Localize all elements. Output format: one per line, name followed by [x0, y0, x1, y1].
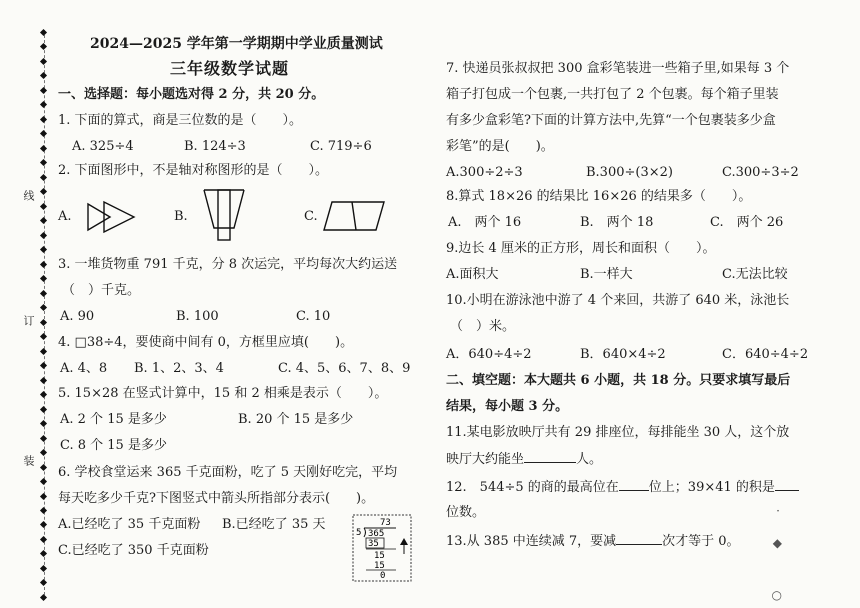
- q13-line: [446, 532, 740, 550]
- q5-stem: 5. 15×28 在竖式计算中，15 和 2 相乘是表示（ ）。: [58, 386, 388, 401]
- scan-speck: ◆: [772, 536, 782, 550]
- q10-option-a: A．640÷4÷2: [446, 347, 532, 362]
- q1-stem: 1. 下面的算式，商是三位数的是（ ）。: [58, 113, 303, 128]
- q11-line2: [446, 450, 602, 468]
- q7-option-b: B.300÷(3×2): [586, 165, 673, 180]
- q12-answer-blank-2[interactable]: [775, 478, 799, 491]
- q4-stem: 4. □38÷4，要使商中间有 0，方框里应填( )。: [58, 335, 354, 350]
- q7-line4: 彩笔”的是( )。: [446, 139, 554, 154]
- q4-option-c: C. 4、5、6、7、8、9: [278, 361, 411, 376]
- long-division-figure: [352, 514, 412, 582]
- q6-option-a: A.已经吃了 35 千克面粉: [58, 517, 201, 532]
- q8-stem: 8.算式 18×26 的结果比 16×26 的结果多（ ）。: [446, 189, 752, 204]
- q7-line1: 7. 快递员张叔叔把 300 盒彩笔装进一些箱子里,如果每 3 个: [446, 61, 790, 76]
- q12-answer-blank-1[interactable]: [619, 478, 649, 491]
- section1-heading: 一、选择题：每小题选对得 2 分，共 20 分。: [58, 87, 325, 102]
- division-quotient: 73: [380, 518, 391, 528]
- q10-stem: 10.小明在游泳池中游了 4 个来回，共游了 640 米，泳池长: [446, 293, 790, 308]
- scan-speck: ○: [771, 588, 782, 602]
- q2-stem: 2. 下面图形中，不是轴对称图形的是（ ）。: [58, 163, 329, 178]
- q11-text-a: 映厅大约能坐: [446, 452, 525, 467]
- q7-option-a: A.300÷2÷3: [446, 165, 523, 180]
- q1-option-a: A. 325÷4: [72, 139, 134, 154]
- q11-answer-blank[interactable]: [524, 450, 576, 463]
- exam-title: 2024—2025 学年第一学期期中学业质量测试: [90, 36, 383, 52]
- q13-text-b: 次才等于 0。: [662, 534, 740, 549]
- q12-line2: 位数。: [446, 505, 486, 520]
- section2-heading-cont: 结果，每小题 3 分。: [446, 399, 569, 414]
- q11-text-b: 人。: [576, 452, 603, 467]
- q6-stem: 6. 学校食堂运来 365 千克面粉，吃了 5 天刚好吃完，平均: [58, 465, 398, 480]
- q6-option-b: B.已经吃了 35 天: [222, 517, 326, 532]
- q3-stem-cont: （ ）千克。: [62, 283, 141, 298]
- parallelogram-figure: [322, 198, 388, 234]
- binding-label-bind: 装: [22, 455, 35, 468]
- q5-option-a: A. 2 个 15 是多少: [60, 412, 167, 427]
- q5-option-c: C. 8 个 15 是多少: [60, 438, 167, 453]
- q10-stem-cont: （ ）米。: [450, 319, 516, 334]
- banner-figure: [200, 184, 248, 242]
- q1-option-c: C. 719÷6: [310, 139, 372, 154]
- q6-option-c: C.已经吃了 350 千克面粉: [58, 543, 209, 558]
- scan-speck: ·: [776, 504, 780, 518]
- q3-option-c: C. 10: [296, 309, 331, 324]
- binding-margin: [14, 30, 45, 600]
- q7-line2: 箱子打包成一个包裹,一共打包了 2 个包裹。每个箱子里装: [446, 87, 779, 102]
- q9-option-b: B.一样大: [580, 267, 633, 282]
- q2-option-c: C.: [304, 209, 318, 224]
- q13-answer-blank[interactable]: [616, 532, 662, 545]
- binding-label-order: 订: [22, 315, 35, 328]
- q7-option-c: C.300÷3÷2: [722, 165, 799, 180]
- q2-option-a: A.: [58, 209, 72, 224]
- q12-text-a: 12. 544÷5 的商的最高位在: [446, 480, 619, 495]
- q7-line3: 有多少盒彩笔?下面的计算方法中,先算“一个包裹装多少盒: [446, 113, 776, 128]
- division-dividend: 365: [368, 529, 385, 539]
- q9-option-a: A.面积大: [446, 267, 499, 282]
- division-step3: 15: [374, 561, 385, 571]
- division-divisor: 5: [356, 528, 362, 538]
- q8-option-a: A. 两个 16: [448, 215, 522, 230]
- q9-option-c: C.无法比较: [722, 267, 788, 282]
- double-arrow-figure: [86, 196, 138, 236]
- q3-option-a: A. 90: [60, 309, 95, 324]
- binding-diamond-border: [38, 30, 48, 600]
- q12-line1: [446, 478, 799, 496]
- division-remainder: 0: [380, 571, 386, 581]
- q4-option-a: A. 4、8: [60, 361, 108, 376]
- q11-line1: 11.某电影放映厅共有 29 排座位，每排能坐 30 人，这个放: [446, 425, 790, 440]
- division-step2: 15: [374, 551, 385, 561]
- binding-label-line: 线: [22, 190, 35, 203]
- section2-heading: 二、填空题：本大题共 6 小题，共 18 分。只要求填写最后: [446, 373, 791, 388]
- q8-option-c: C. 两个 26: [710, 215, 784, 230]
- q10-option-b: B．640×4÷2: [580, 347, 666, 362]
- q3-option-b: B. 100: [176, 309, 219, 324]
- q9-stem: 9.边长 4 厘米的正方形，周长和面积（ ）。: [446, 241, 716, 256]
- division-step1: 35: [368, 539, 379, 549]
- q12-text-b: 位上；39×41 的积是: [648, 480, 775, 495]
- q10-option-c: C．640÷4÷2: [722, 347, 809, 362]
- q4-option-b: B. 1、2、3、4: [134, 361, 224, 376]
- q13-text-a: 13.从 385 中连续减 7，要减: [446, 534, 617, 549]
- q3-stem: 3. 一堆货物重 791 千克，分 8 次运完，平均每次大约运送: [58, 257, 398, 272]
- q1-option-b: B. 124÷3: [184, 139, 246, 154]
- q2-option-b: B.: [174, 209, 188, 224]
- q5-option-b: B. 20 个 15 是多少: [238, 412, 354, 427]
- q8-option-b: B. 两个 18: [580, 215, 654, 230]
- exam-subtitle: 三年级数学试题: [170, 59, 290, 78]
- q6-stem-cont: 每天吃多少千克?下图竖式中箭头所指部分表示( )。: [58, 491, 375, 506]
